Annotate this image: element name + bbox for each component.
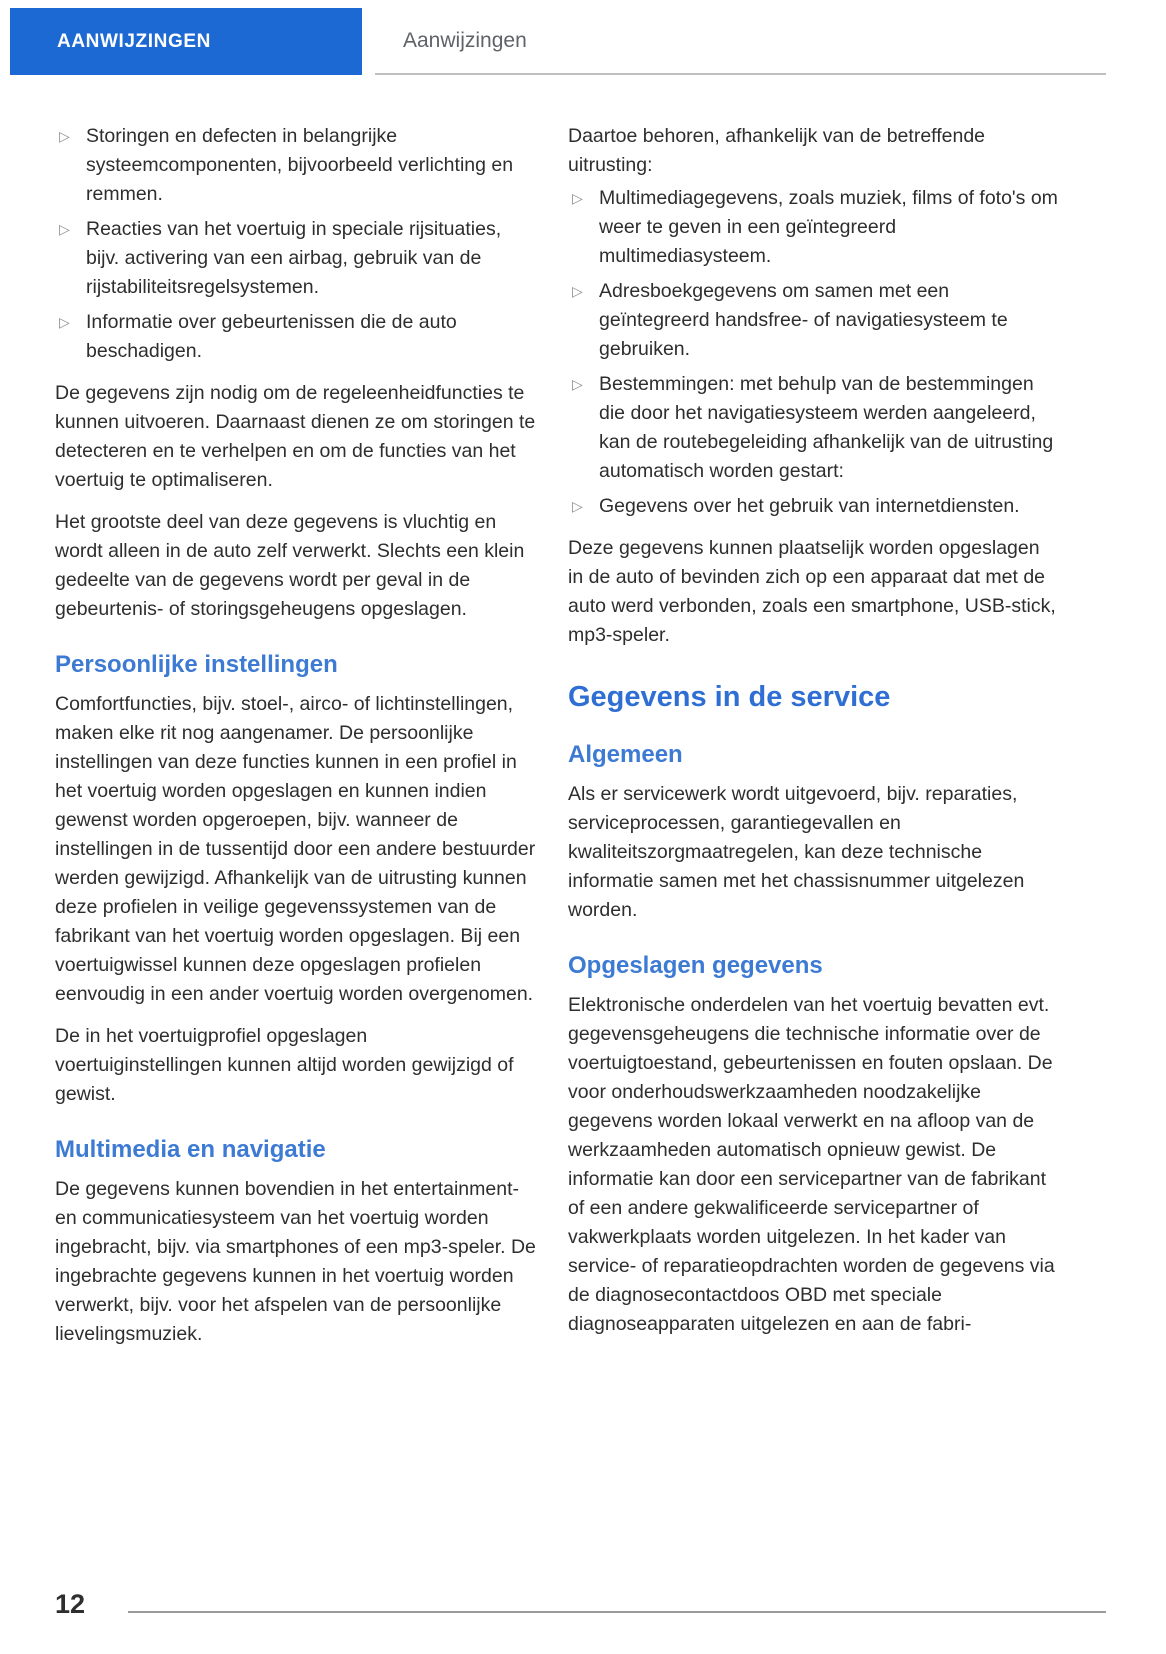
page-footer <box>55 1589 1106 1620</box>
list-item <box>55 308 537 366</box>
bullet-list <box>55 122 537 366</box>
paragraph: Elektronische onderdelen van het voertuig bevatten evt. gegevensgeheugens die technische informatie over de voertuigtoestand, gebeurtenissen en fouten opslaan. De voor onderhoudswerkzaamheden noodzakelijke gegevens worden lokaal verwerkt en na afloop van de werkzaamheden automatisch opnieuw gewist. De informatie kan door een servicepartner van de fabrikant of een andere gekwalificeerde servicepartner of vakwerkplaats worden uitgelezen. In het kader van service- of reparatieopdrachten worden de gegevens via de diagnosecontactdoos OBD met speciale diagnoseapparaten uitgelezen en aan de fabri- <box>568 994 1055 1335</box>
left-column <box>55 122 537 1362</box>
triangle-bullet-icon: ▷ <box>572 498 583 514</box>
list-item <box>568 184 1060 271</box>
triangle-bullet-icon: ▷ <box>59 314 70 330</box>
heading-multimedia-en-navigatie: Multimedia en navigatie <box>55 1136 326 1163</box>
paragraph: De gegevens kunnen bovendien in het entertainment- en communicatiesysteem van het voertuig worden ingebracht, bijv. via smartphones of een mp3-speler. De ingebrachte gegevens kunnen in het voertuig worden verwerkt, bijv. voor het afspelen van de persoonlijke lievelingsmuziek. <box>55 1178 536 1345</box>
heading-algemeen: Algemeen <box>568 741 683 768</box>
page-header <box>10 8 1106 75</box>
chapter-badge: AANWIJZINGEN <box>10 8 362 75</box>
bullet-list <box>568 184 1060 521</box>
paragraph: Als er servicewerk wordt uitgevoerd, bijv. reparaties, serviceprocessen, garantiegevallen en kwaliteitszorgmaatregelen, kan deze technische informatie samen met het chassisnummer uitgelezen worden. <box>568 783 1025 921</box>
header-rule <box>375 8 1106 75</box>
heading-gegevens-in-de-service: Gegevens in de service <box>568 681 891 713</box>
paragraph: Deze gegevens kunnen plaatselijk worden opgeslagen in de auto of bevinden zich op een apparaat dat met de auto werd verbonden, zoals een smartphone, USB-stick, mp3-speler. <box>568 537 1056 646</box>
list-item-text: Storingen en defecten in belangrijke systeemcomponenten, bijvoorbeeld verlichting en remmen. <box>86 125 514 205</box>
list-item-text: Multimediagegevens, zoals muziek, films of foto's om weer te geven in een geïntegreerd multimediasysteem. <box>599 187 1058 267</box>
paragraph: De in het voertuigprofiel opgeslagen voertuiginstellingen kunnen altijd worden gewijzigd of gewist. <box>55 1025 514 1105</box>
list-item <box>568 492 1060 521</box>
triangle-bullet-icon: ▷ <box>59 221 70 237</box>
page-title: Aanwijzingen <box>403 28 527 52</box>
list-item <box>55 122 537 209</box>
list-item-text: Bestemmingen: met behulp van de bestemmingen die door het navigatiesysteem werden aangeleerd, kan de routebegeleiding afhankelijk van de uitrusting automatisch worden gestart: <box>599 373 1054 482</box>
list-item <box>568 277 1060 364</box>
triangle-bullet-icon: ▷ <box>572 190 583 206</box>
list-item-text: Reacties van het voertuig in speciale rijsituaties, bijv. activering van een airbag, gebruik van de rijstabiliteitsregelsystemen. <box>86 218 502 298</box>
page-content <box>55 122 1166 1362</box>
paragraph: Comfortfuncties, bijv. stoel-, airco- of lichtinstellingen, maken elke rit nog aangenamer. De persoonlijke instellingen van deze functies kunnen in een profiel in het voertuig worden opgeslagen en kunnen indien gewenst worden opgeroepen, bijv. wanneer de instellingen in de tussentijd door een andere bestuurder werden gewijzigd. Afhankelijk van de uitrusting kunnen deze profielen in veilige gegevenssystemen van de fabrikant van het voertuig worden opgeslagen. Bij een voertuigwissel kunnen deze opgeslagen profielen eenvoudig in een ander voertuig worden overgenomen. <box>55 693 536 1005</box>
list-item-text: Informatie over gebeurtenissen die de auto beschadigen. <box>86 311 457 362</box>
page-number: 12 <box>55 1589 86 1619</box>
paragraph: Daartoe behoren, afhankelijk van de betreffende uitrusting: <box>568 125 986 176</box>
footer-rule <box>128 1611 1106 1613</box>
right-column <box>568 122 1060 1362</box>
list-item <box>55 215 537 302</box>
triangle-bullet-icon: ▷ <box>572 376 583 392</box>
paragraph: De gegevens zijn nodig om de regeleenheidfuncties te kunnen uitvoeren. Daarnaast dienen ze om storingen te detecteren en te verhelpen en om de functies van het voertuig te optimaliseren. <box>55 382 536 491</box>
heading-opgeslagen-gegevens: Opgeslagen gegevens <box>568 952 823 979</box>
triangle-bullet-icon: ▷ <box>572 283 583 299</box>
list-item-text: Adresboekgegevens om samen met een geïntegreerd handsfree- of navigatiesysteem te gebruiken. <box>599 280 1008 360</box>
list-item <box>568 370 1060 486</box>
paragraph: Het grootste deel van deze gegevens is vluchtig en wordt alleen in de auto zelf verwerkt. Slechts een klein gedeelte van de gegevens wordt per geval in de gebeurtenis- of storingsgeheugens opgeslagen. <box>55 511 525 620</box>
heading-persoonlijke-instellingen: Persoonlijke instellingen <box>55 651 338 678</box>
triangle-bullet-icon: ▷ <box>59 128 70 144</box>
list-item-text: Gegevens over het gebruik van internetdiensten. <box>599 495 1020 517</box>
